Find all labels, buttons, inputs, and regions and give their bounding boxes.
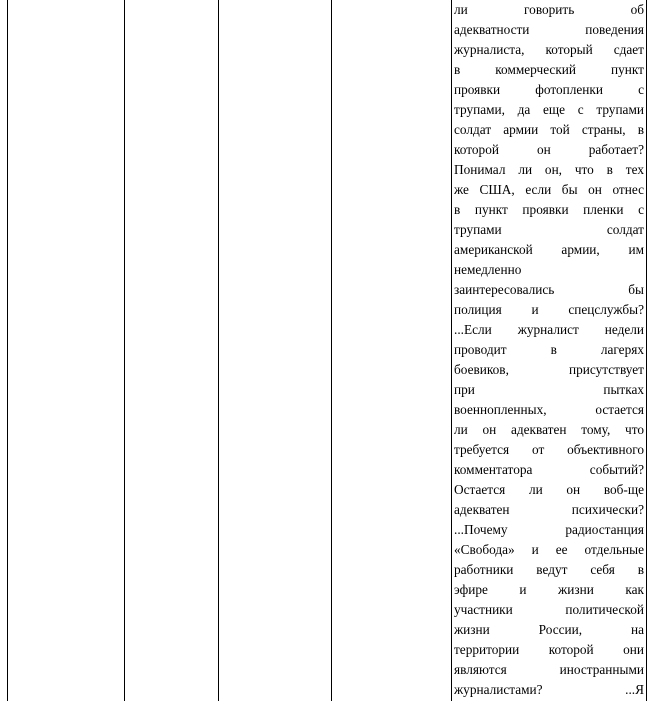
text-line: участники политической bbox=[454, 602, 644, 617]
text-line: журналиста, который сдает bbox=[454, 42, 644, 57]
text-line: ли он адекватен тому, что bbox=[454, 422, 644, 437]
text-line: журналистами? ...Я bbox=[454, 682, 644, 697]
table-border-5 bbox=[451, 0, 452, 701]
text-line: военнопленных, остается bbox=[454, 402, 644, 417]
text-line: Понимал ли он, что в тех bbox=[454, 162, 644, 177]
text-line: трупами солдат bbox=[454, 222, 644, 237]
text-line: ...Почему радиостанция bbox=[454, 522, 644, 537]
table-border-2 bbox=[124, 0, 125, 701]
text-line: боевиков, присутствует bbox=[454, 362, 644, 377]
text-line: «Свобода» и ее отдельные bbox=[454, 542, 644, 557]
text-line: проводит в лагерях bbox=[454, 342, 644, 357]
text-line: в коммерческий пункт bbox=[454, 62, 644, 77]
text-line: территории которой они bbox=[454, 642, 644, 657]
text-line: требуется от объективного bbox=[454, 442, 644, 457]
text-line: заинтересовались бы bbox=[454, 282, 644, 297]
text-line: адекватности поведения bbox=[454, 22, 644, 37]
text-line: комментатора событий? bbox=[454, 462, 644, 477]
text-line: трупами, да еще с трупами bbox=[454, 102, 644, 117]
text-line: в пункт проявки пленки с bbox=[454, 202, 644, 217]
text-line: солдат армии той страны, в bbox=[454, 122, 644, 137]
text-line: Остается ли он воб-ще bbox=[454, 482, 644, 497]
text-line: адекватен психически? bbox=[454, 502, 644, 517]
text-line: проявки фотопленки с bbox=[454, 82, 644, 97]
text-line: работники ведут себя в bbox=[454, 562, 644, 577]
text-line: полиция и спецслужбы? bbox=[454, 302, 644, 317]
text-line: являются иностранными bbox=[454, 662, 644, 677]
text-line: жизни России, на bbox=[454, 622, 644, 637]
text-line: ...Если журналист недели bbox=[454, 322, 644, 337]
table-border-3 bbox=[218, 0, 219, 701]
text-line: немедленно bbox=[454, 262, 522, 277]
text-line: которой он работает? bbox=[454, 142, 644, 157]
table-border-1 bbox=[7, 0, 8, 701]
text-line: американской армии, им bbox=[454, 242, 644, 257]
text-line: при пытках bbox=[454, 382, 644, 397]
table-border-6 bbox=[646, 0, 647, 701]
text-line: эфире и жизни как bbox=[454, 582, 644, 597]
table-text-cell bbox=[454, 0, 644, 700]
text-line: ли говорить об bbox=[454, 2, 644, 17]
table-border-4 bbox=[331, 0, 332, 701]
text-line: же США, если бы он отнес bbox=[454, 182, 644, 197]
